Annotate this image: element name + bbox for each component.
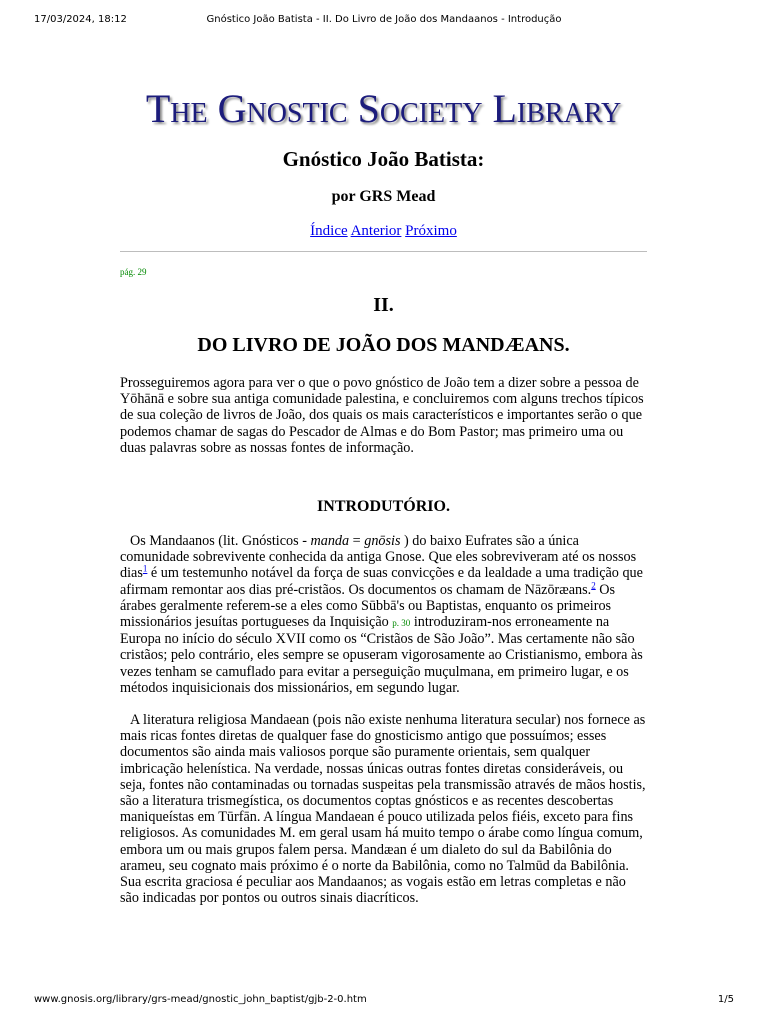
chapter-number: II. [373,294,394,316]
paragraph-text: introduziram-nos erroneamente na Europa no início do século XVII como os “Cristãos de São João”. Mas certamente não são cristãos; pelo contrário, eles sempre se opuseram vigorosamente ao Cristianismo, embora às vezes tenham se camuflado para evitar a perseguição muçulmana, em primeiro lugar, e os métodos inquisicionais dos missionários, em segundo lugar. [120,614,643,696]
print-header [0,14,768,30]
section-title: INTRODUTÓRIO. [317,498,450,516]
paragraph-text: Os Mandaanos (lit. Gnósticos - [130,533,311,550]
print-datetime: 17/03/2024, 18:12 [34,14,127,25]
paragraph-text: é um testemunho notável da força de suas convicções e da lealdade a uma tradição que afirmam remontar aos dias pré-cristãos. Os documentos os chamam de Nāzōræans. [120,565,643,598]
footnote-link-2[interactable]: 2 [591,579,596,590]
book-title: Gnóstico João Batista: [282,147,485,171]
italic-term: gnōsis [364,533,401,550]
page-marker-29: pág. 29 [120,267,147,277]
nav-links [120,222,647,240]
print-page-title: Gnóstico João Batista - II. Do Livro de João dos Mandaanos - Introdução [206,14,562,25]
intro-paragraph: Prosseguiremos agora para ver o que o povo gnóstico de João tem a dizer sobre a pessoa de Yōhānā e sobre sua antiga comunidade palestina, e concluiremos com alguns trechos típicos de sua coleção de livros de João, dos quais os mais característicos e importantes serão o que podemos chamar de sagas do Pescador de Almas e do Bom Pastor; mas primeiro uma ou duas palavras sobre as nossas fontes de informação. [120,375,644,456]
footnote-link-1[interactable]: 1 [142,563,148,574]
previous-link[interactable]: Anterior [350,223,402,239]
divider [120,251,647,252]
paragraph-text: Os árabes geralmente referem-se a eles como Sūbbā's ou Baptistas, enquanto os primeiros missionários jesuítas portugueses da Inquisição [120,581,616,631]
paragraph-text: = [349,533,365,550]
paragraph-mandaeans [120,533,647,696]
page-marker-30: p. 30 [392,618,411,629]
document-content [120,84,647,906]
print-page-number: 1/5 [717,994,734,1005]
paragraph-text: ) do baixo Eufrates são a única comunidade sobrevivente conhecida da antiga Gnose. Que eles sobreviveram até os nossos dias [120,533,637,582]
next-link[interactable]: Próximo [405,223,457,239]
italic-term: manda [310,533,350,550]
site-title: The Gnostic Society Library [145,86,622,131]
print-url: www.gnosis.org/library/grs-mead/gnostic_john_baptist/gjb-2-0.htm [34,994,367,1005]
paragraph-literature: A literatura religiosa Mandaean (pois não existe nenhuma literatura secular) nos fornece as mais ricas fontes diretas de qualquer fase do gnosticismo antigo que possuímos; esses documentos são ainda mais valiosos porque são puramente orientais, sem qualquer imbricação helenística. Na verdade, nossas únicas outras fontes diretas consideráveis, ou seja, fontes não contaminadas ou tornadas suspeitas pela transmissão através de mãos hostis, são a literatura trismegística, os documentos coptas gnósticos e as recentes descobertas maniqueístas em Tūrfān. A língua Mandaean é pouco utilizada pelos fiéis, exceto para fins religiosos. As comunidades M. em geral usam há muito tempo o árabe como língua comum, embora um ou mais grupos falem persa. Mandæan é um dialeto do sul da Babilônia do arameu, seu cognato mais próximo é o norte da Babilônia, como no Talmūd da Babilônia. Sua escrita graciosa é peculiar aos Mandaanos; as vogais estão em letras completas e não são indicadas por pontos ou outros sinais diacríticos. [120,712,646,907]
chapter-title: DO LIVRO DE JOÃO DOS MANDÆANS. [197,334,570,356]
index-link[interactable]: Índice [310,223,348,239]
author-line: por GRS Mead [331,188,436,205]
print-footer [0,994,768,1010]
